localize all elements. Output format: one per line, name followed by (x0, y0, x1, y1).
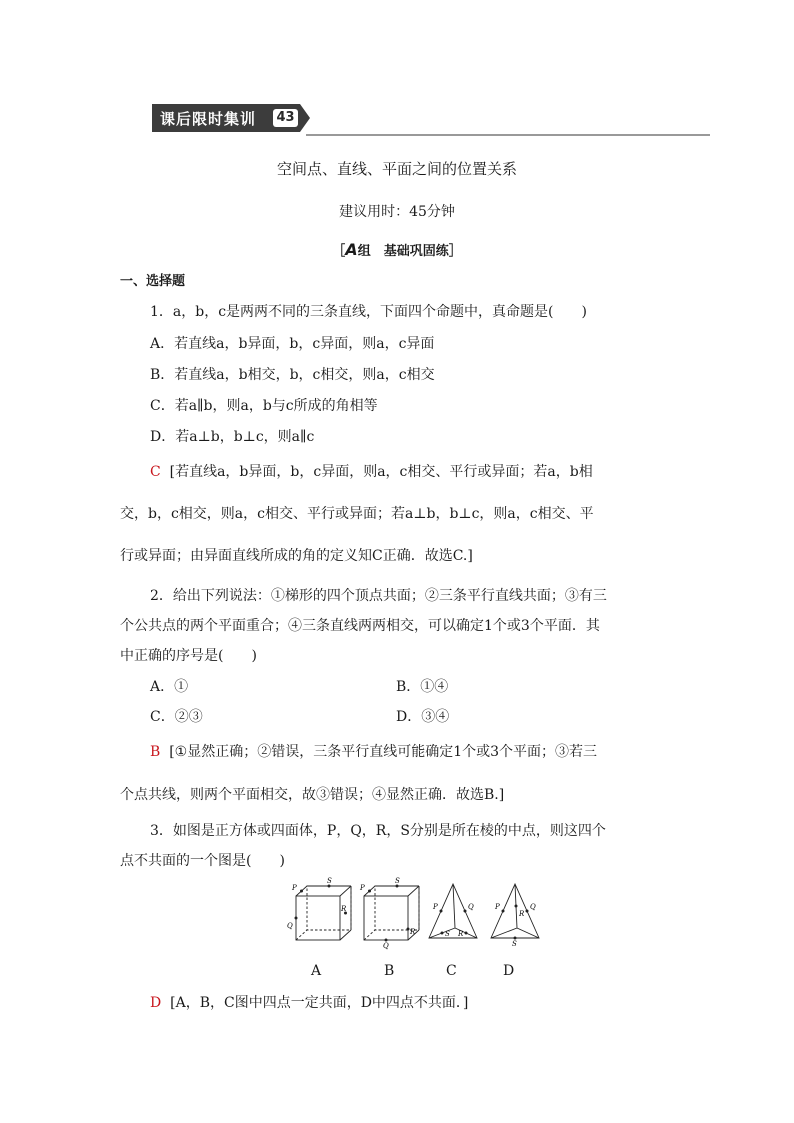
q3-answer: D (150, 995, 162, 1011)
tetra-c-points (440, 910, 468, 935)
q2-option-a: A．① (150, 679, 189, 695)
tetra-c-diagram (429, 884, 477, 938)
q2-option-b: B．①④ (396, 679, 449, 695)
tetra-d-points (502, 905, 529, 940)
header-banner (152, 104, 310, 132)
q1-option-a: A．若直线a，b异面，b，c异面，则a，c异面 (150, 336, 435, 352)
q1-answer: C (150, 464, 161, 480)
cube-b-label-q: Q (383, 942, 389, 950)
cube-a-label-s: S (327, 877, 332, 885)
q1-explanation-line: 行或异面；由异面直线所成的角的定义知C正确．故选C.] (120, 548, 473, 564)
q2-stem-line: 个公共点的两个平面重合；④三条直线两两相交，可以确定1个或3个平面．其 (120, 618, 600, 634)
q1-option-c: C．若a∥b，则a，b与c所成的角相等 (150, 398, 378, 414)
q1-explanation-line: C [若直线a，b异面，b，c异面，则a，c相交、平行或异面；若a，b相 (150, 464, 593, 480)
q1-stem: 1．a，b，c是两两不同的三条直线，下面四个命题中，真命题是( ) (150, 304, 587, 320)
q2-explanation-line: B [①显然正确；②错误，三条平行直线可能确定1个或3个平面；③若三 (150, 744, 598, 760)
q3-stem-line: 3．如图是正方体或四面体，P，Q，R，S分别是所在棱的中点，则这四个 (150, 823, 606, 839)
section-heading: 一、选择题 (120, 274, 186, 289)
q1-explanation-line: 交，b，c相交，则a，c相交、平行或异面；若a⊥b，b⊥c，则a，c相交、平 (120, 506, 594, 522)
q2-explanation-line: 个点共线，则两个平面相交，故③错误；④显然正确．故选B.] (120, 787, 505, 803)
banner-title: 课后限时集训 (160, 110, 257, 128)
group-bracket-open: ［ (332, 244, 346, 259)
cube-a-diagram (296, 886, 351, 940)
q1-option-d: D．若a⊥b，b⊥c，则a∥c (150, 429, 315, 445)
tetra-d-label-p: P (495, 903, 500, 911)
tetra-c-label-q: Q (468, 903, 474, 911)
cube-a-label-r: R (341, 905, 347, 913)
group-text: 组 基础巩固练 (357, 244, 449, 259)
group-bracket-close: ］ (448, 244, 462, 259)
q3-stem-line: 点不共面的一个图是( ) (120, 853, 285, 869)
q2-answer: B (150, 744, 161, 760)
cube-a-label-p: P (292, 884, 297, 892)
figure-label-d: D (503, 963, 515, 979)
group-label (0, 240, 794, 259)
cube-a-label-q: Q (287, 922, 293, 930)
cube-b-label-p: P (360, 884, 365, 892)
figure-label-a: A (311, 963, 322, 979)
time-hint: 建议用时：45分钟 (339, 204, 455, 220)
q1-option-b: B．若直线a，b相交，b，c相交，则a，c相交 (150, 367, 435, 383)
tetra-c-label-r: R (458, 930, 464, 938)
cube-b-label-r: R (410, 928, 416, 936)
page-title: 空间点、直线、平面之间的位置关系 (276, 160, 517, 178)
tetra-d-label-s: S (512, 940, 517, 948)
q3-explanation-line: D [A，B，C图中四点一定共面，D中四点不共面．] (150, 995, 469, 1011)
tetra-d-label-r: R (519, 910, 525, 918)
tetra-c-label-s: S (445, 930, 450, 938)
tetra-c-label-p: P (433, 903, 438, 911)
q2-stem-line: 2．给出下列说法：①梯形的四个顶点共面；②三条平行直线共面；③有三 (150, 588, 607, 604)
q2-option-c: C．②③ (150, 709, 203, 725)
q2-option-d: D．③④ (396, 709, 450, 725)
tetra-d-diagram (491, 884, 539, 938)
cube-b-points (368, 885, 410, 942)
header-rule (306, 134, 710, 136)
figure-label-b: B (384, 963, 395, 979)
cube-b-label-s: S (395, 877, 400, 885)
banner-number: 43 (273, 109, 298, 127)
tetra-d-label-q: Q (530, 903, 536, 911)
group-letter: A (345, 240, 358, 259)
q2-stem-line: 中正确的序号是( ) (120, 648, 257, 664)
q3-figure (283, 877, 549, 950)
figure-label-c: C (446, 963, 457, 979)
